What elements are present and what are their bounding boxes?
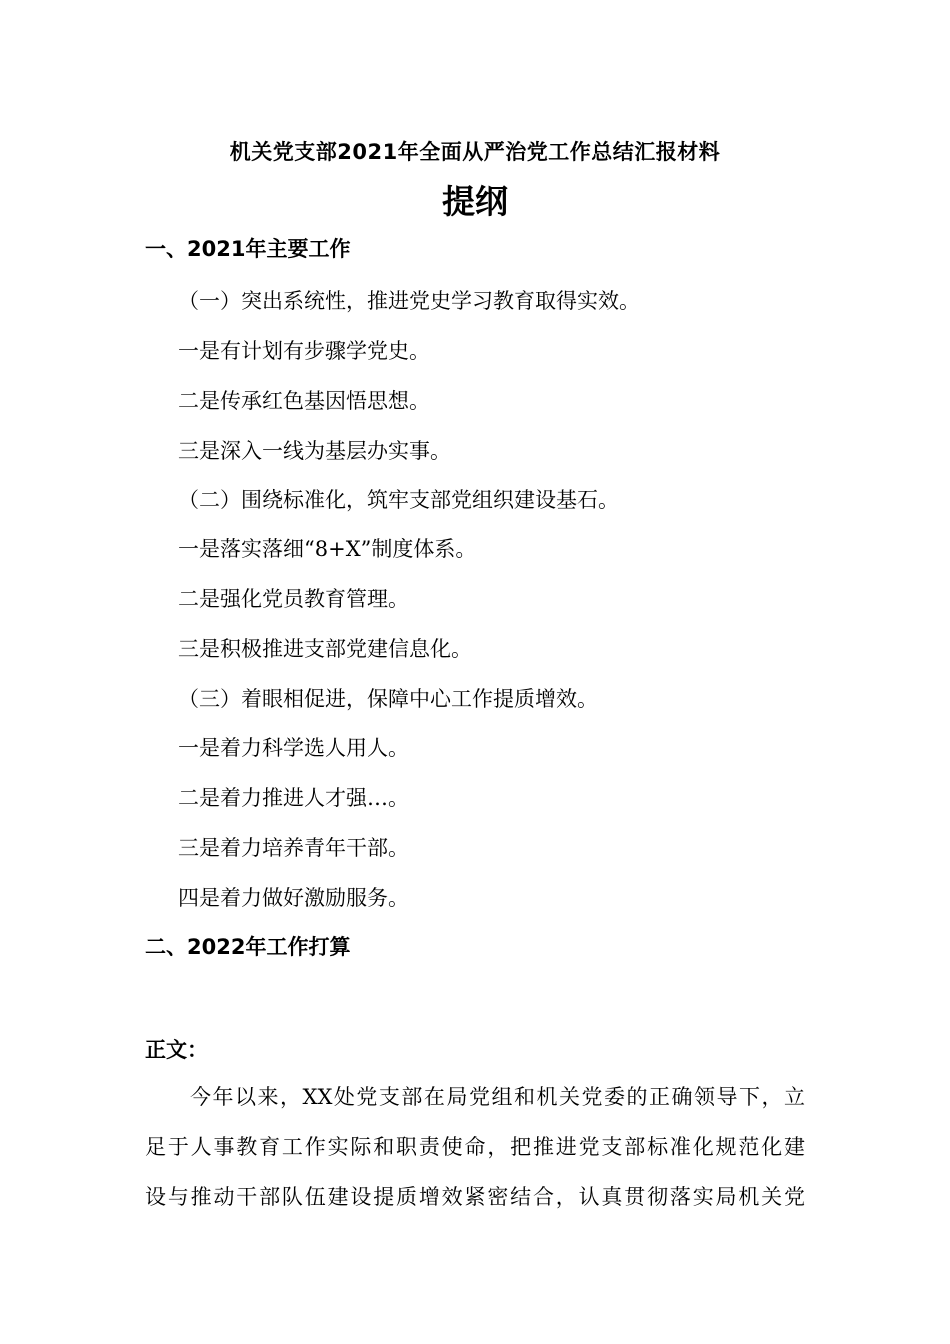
body-paragraph-line: 今年以来，XX处党支部在局党组和机关党委的正确领导下，立 [190,1085,805,1109]
outline-item: （二）围绕标准化，筑牢支部党组织建设基石。 [178,488,619,512]
body-paragraph-line: 足于人事教育工作实际和职责使命，把推进党支部标准化规范化建 [145,1135,805,1159]
outline-item: 四是着力做好激励服务。 [178,886,409,910]
outline-item: 一是有计划有步骤学党史。 [178,339,430,363]
outline-item: （三）着眼相促进，保障中心工作提质增效。 [178,687,598,711]
document-subtitle: 提纲 [442,182,508,221]
section-heading-1: 一、2021年主要工作 [145,237,351,261]
outline-item: 二是着力推进人才强…。 [178,786,409,810]
outline-item: 二是传承红色基因悟思想。 [178,389,430,413]
outline-item: （一）突出系统性，推进党史学习教育取得实效。 [178,289,640,313]
outline-item: 一是落实落细“8+X”制度体系。 [178,537,477,561]
outline-item: 三是积极推进支部党建信息化。 [178,637,472,661]
body-label: 正文： [145,1038,208,1062]
outline-item: 三是着力培养青年干部。 [178,836,409,860]
outline-item: 一是着力科学选人用人。 [178,736,409,760]
outline-item: 二是强化党员教育管理。 [178,587,409,611]
document-title: 机关党支部2021年全面从严治党工作总结汇报材料 [229,140,721,164]
body-paragraph-line: 设与推动干部队伍建设提质增效紧密结合，认真贯彻落实局机关党 [145,1185,805,1209]
outline-item: 三是深入一线为基层办实事。 [178,439,451,463]
section-heading-2: 二、2022年工作打算 [145,935,351,959]
